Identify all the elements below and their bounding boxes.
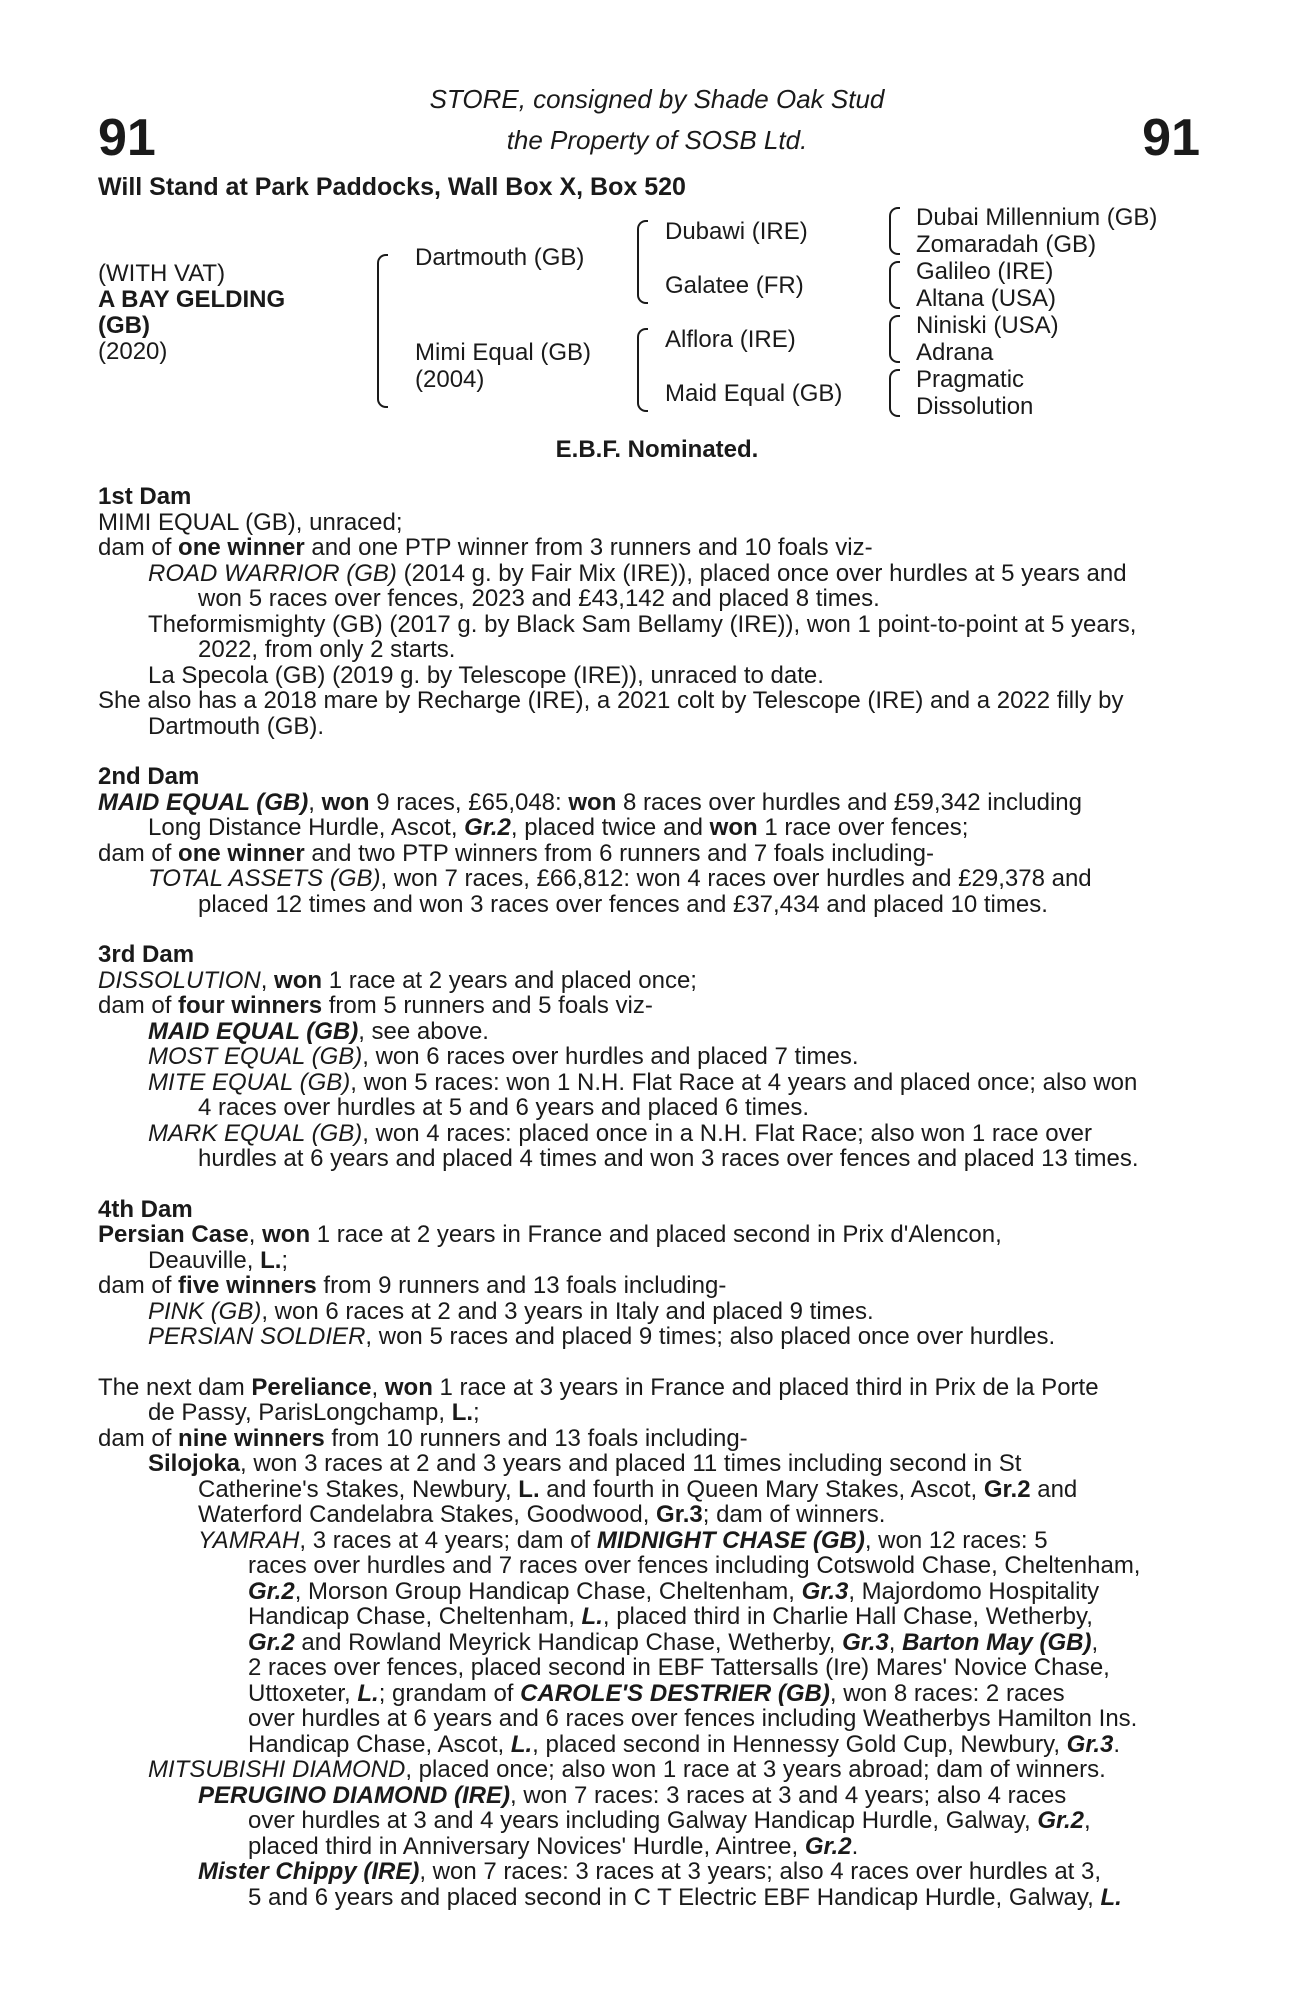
text-run: Gr.3 [1066,1730,1114,1758]
section-title: 4th Dam [98,1195,193,1223]
text-run: , won 4 races: placed once in a N.H. Flat Race; also won 1 race over [362,1119,1092,1147]
text-run: and Rowland Meyrick Handicap Chase, Wetherby, [294,1628,843,1656]
text-run: Handicap Chase, Cheltenham, [248,1603,582,1630]
catalogue-body [98,484,1203,1910]
dam-section [98,764,1203,917]
text-run: Gr.2 [804,1832,852,1860]
text-run: , Majordomo Hospitality [848,1577,1100,1605]
text-run: . [1113,1730,1121,1758]
text-run: L. [510,1730,533,1758]
pedigree-line [98,1451,1203,1477]
dam-section [98,484,1203,739]
text-run: Gr.2 [1037,1807,1085,1834]
pedigree-line [98,688,1203,714]
text-run: de Passy, ParisLongchamp, [148,1399,452,1426]
text-run: , won 5 races: won 1 N.H. Flat Race at 4 years and placed once; also won [350,1068,1138,1096]
text-run: won [568,788,617,816]
pedigree-line [98,1400,1203,1426]
text-run: , [888,1628,903,1656]
pedigree-line [98,1222,1203,1248]
text-run: dam of [98,992,179,1019]
text-run: won [262,1221,311,1248]
text-run: , won 3 races at 2 and 3 years and placed 11 times including second in St [240,1450,1022,1477]
text-run: TOTAL ASSETS (GB) [148,865,381,892]
text-run: L. [1100,1883,1122,1911]
pedigree-line [98,1553,1203,1579]
lot-number-right: 91 [1142,109,1200,167]
text-run: Gr.2 [464,814,511,841]
text-run: ; [281,1246,289,1274]
pedigree-line [98,1706,1203,1732]
pedigree-line [98,612,1203,638]
stand-location: Will Stand at Park Paddocks, Wall Box X, Box 520 [98,173,686,201]
text-run: and one PTP winner from 3 runners and 10 foals viz- [304,534,873,561]
pedigree-line [98,1579,1203,1605]
brace-ss [889,207,900,255]
pedigree-line [98,1299,1203,1325]
text-run: , won 6 races at 2 and 3 years in Italy and placed 9 times. [261,1297,874,1325]
pedigree-line [98,586,1203,612]
text-run: races over hurdles and 7 races over fences including Cotswold Chase, Cheltenham, [248,1552,1141,1579]
text-run: from 10 runners and 13 foals including- [324,1424,748,1452]
text-run: L. [581,1603,603,1630]
section-title: 3rd Dam [98,941,195,968]
text-run: won 5 races over fences, 2023 and £43,142 and placed 8 times. [198,585,880,612]
dam-sire: Alflora (IRE) [665,326,796,353]
text-run: over hurdles at 3 and 4 years including Galway Handicap Hurdle, Galway, [248,1807,1038,1834]
text-run: Gr.3 [842,1628,889,1656]
pedigree-line [98,1808,1203,1834]
text-run: MAID EQUAL (GB) [148,1017,359,1045]
text-run: Deauville, [148,1246,261,1274]
text-run: won [321,788,370,816]
text-run: , won 7 races: 3 races at 3 years; also 4 races over hurdles at 3, [419,1858,1102,1885]
text-run: PERUGINO DIAMOND (IRE) [198,1781,510,1809]
lot-number-left: 91 [98,109,156,167]
text-run: hurdles at 6 years and placed 4 times and won 3 races over fences and placed 13 times. [198,1145,1139,1172]
brace-dam-line [637,328,648,412]
sire-sire: Dubawi (IRE) [665,218,808,245]
pedigree-line [98,1146,1203,1172]
sire-sire-dam: Zomaradah (GB) [916,231,1097,258]
text-run: dam of [98,839,179,867]
text-run: , [248,1221,263,1248]
text-run: Gr.3 [801,1577,849,1605]
pedigree-line [98,1655,1203,1681]
text-run: MARK EQUAL (GB) [148,1119,363,1147]
text-run: Uttoxeter, [248,1679,358,1707]
pedigree-line [98,790,1203,816]
pedigree-line [98,561,1203,587]
text-run: ROAD WARRIOR (GB) [148,559,397,587]
text-run: and [1030,1475,1078,1503]
brace-dd [889,369,900,417]
text-run: , Morson Group Handicap Chase, Cheltenham, [294,1577,802,1605]
pedigree-line [98,510,1203,536]
text-run: , placed once; also won 1 race at 3 years abroad; dam of winners. [405,1756,1106,1783]
text-run: MITSUBISHI DIAMOND [148,1756,406,1783]
text-run: DISSOLUTION [98,966,261,994]
text-run: and two PTP winners from 6 runners and 7 foals including- [304,839,934,867]
text-run: Gr.2 [248,1577,295,1605]
text-run: ; dam of winners. [702,1501,886,1528]
text-run: YAMRAH [198,1526,300,1554]
lot-description: A BAY GELDING [98,286,286,313]
pedigree-line [98,1121,1203,1147]
text-run: , won 5 races and placed 9 times; also placed once over hurdles. [365,1323,1056,1350]
text-run: La Specola (GB) (2019 g. by Telescope (IRE)), unraced to date. [148,661,824,689]
text-run: L. [451,1399,474,1426]
pedigree-line [98,1502,1203,1528]
text-run: PERSIAN SOLDIER [148,1323,366,1350]
text-run: MAID EQUAL (GB) [98,788,309,816]
dam-sire-dam: Adrana [916,339,994,366]
text-run: , [1091,1628,1099,1656]
text-run: Pereliance [251,1373,372,1401]
dam-dam: Maid Equal (GB) [665,380,843,407]
text-run: Gr.2 [248,1628,295,1656]
dam-section [98,1197,1203,1350]
text-run: and fourth in Queen Mary Stakes, Ascot, [539,1475,984,1503]
text-run: 4 races over hurdles at 5 and 6 years and placed 6 times. [198,1094,810,1121]
text-run: nine winners [178,1424,325,1452]
nomination-note: E.B.F. Nominated. [555,436,759,463]
pedigree-line [98,1783,1203,1809]
pedigree-line [98,815,1203,841]
text-run: Mister Chippy (IRE) [198,1858,420,1885]
consignor-line: STORE, consigned by Shade Oak Stud [429,84,885,114]
pedigree-line [98,892,1203,918]
pedigree-line [98,1681,1203,1707]
sire-dam-sire: Galileo (IRE) [916,258,1054,285]
pedigree-line [98,1834,1203,1860]
text-run: Barton May (GB) [902,1628,1092,1656]
text-run: , won 7 races: 3 races at 3 and 4 years; also 4 races [510,1781,1067,1809]
text-run: 1 race at 3 years in France and placed third in Prix de la Porte [432,1373,1099,1401]
brace-sd [889,261,900,309]
text-run: 2 races over fences, placed second in EBF Tattersalls (Ire) Mares' Novice Chase, [248,1654,1110,1681]
pedigree-line [98,714,1203,740]
section-title: 2nd Dam [98,763,200,790]
text-run: 1 race at 2 years and placed once; [322,966,697,994]
text-run: , placed third in Charlie Hall Chase, Wetherby, [602,1603,1093,1630]
text-run: L. [260,1246,282,1274]
lot-origin: (GB) [98,312,150,339]
section-title: 1st Dam [98,483,192,510]
pedigree-line [98,1019,1203,1045]
pedigree-line [98,1528,1203,1554]
text-run: ; grandam of [378,1679,521,1707]
pedigree-line [98,1273,1203,1299]
pedigree-line [98,1044,1203,1070]
text-run: , [260,966,275,994]
pedigree-line [98,1757,1203,1783]
text-run: , won 7 races, £66,812: won 4 races over hurdles and £29,378 and [380,865,1092,892]
pedigree-line [98,1477,1203,1503]
sire-dam-dam: Altana (USA) [916,285,1057,312]
text-run: 9 races, £65,048: [369,788,569,816]
text-run: , won 12 races: 5 [864,1526,1048,1554]
text-run: dam of [98,534,179,561]
text-run: MOST EQUAL (GB) [148,1043,363,1070]
text-run: MIDNIGHT CHASE (GB) [596,1526,865,1554]
text-run: one winner [178,534,305,561]
text-run: one winner [178,839,305,867]
pedigree-line [98,1630,1203,1656]
sire: Dartmouth (GB) [415,244,585,271]
text-run: placed 12 times and won 3 races over fences and £37,434 and placed 10 times. [198,890,1048,918]
text-run: , [371,1373,385,1401]
dam-dam-dam: Dissolution [916,393,1034,420]
text-run: won [384,1373,433,1401]
text-run: , 3 races at 4 years; dam of [299,1526,597,1554]
text-run: , placed second in Hennessy Gold Cup, Newbury, [532,1730,1067,1758]
text-run: MIMI EQUAL (GB), unraced; [98,508,403,536]
text-run: , placed twice and [510,814,710,841]
pedigree-line [98,1324,1203,1350]
text-run: four winners [178,992,323,1019]
pedigree-line [98,637,1203,663]
text-run: Dartmouth (GB). [148,712,325,740]
text-run: dam of [98,1424,179,1452]
text-run: won [274,966,323,994]
dam: Mimi Equal (GB) [415,339,592,366]
text-run: Persian Case [98,1221,249,1248]
text-run: Theformismighty (GB) (2017 g. by Black Sam Bellamy (IRE)), won 1 point-to-point at 5 years, [148,610,1137,638]
text-run: , [308,788,322,816]
text-run: Catherine's Stakes, Newbury, [198,1475,519,1503]
pedigree-line [98,1859,1203,1885]
pedigree-line [98,1375,1203,1401]
text-run: over hurdles at 6 years and 6 races over fences including Weatherbys Hamilton Ins. [248,1705,1138,1732]
text-run: Silojoka [148,1450,241,1477]
text-run: won [709,814,758,841]
dam-year: (2004) [415,366,485,393]
property-line: the Property of SOSB Ltd. [506,125,808,155]
sire-dam: Galatee (FR) [665,272,804,299]
text-run: ; [473,1399,480,1426]
text-run: from 9 runners and 13 foals including- [316,1272,727,1299]
pedigree-line [98,993,1203,1019]
dam-sire-sire: Niniski (USA) [916,312,1059,339]
sire-sire-sire: Dubai Millennium (GB) [916,204,1158,231]
pedigree-line [98,535,1203,561]
text-run: placed third in Anniversary Novices' Hurdle, Aintree, [248,1832,805,1860]
brace-sire-line [637,220,648,304]
brace-first-gen [377,254,388,408]
text-run: 5 and 6 years and placed second in C T Electric EBF Handicap Hurdle, Galway, [248,1883,1101,1911]
pedigree-line [98,663,1203,689]
text-run: , [1084,1807,1091,1834]
text-run: Gr.2 [983,1475,1031,1503]
pedigree-line [98,1732,1203,1758]
pedigree-line [98,1095,1203,1121]
text-run: 8 races over hurdles and £59,342 including [616,788,1083,816]
text-run: L. [518,1475,540,1503]
text-run: (2014 g. by Fair Mix (IRE)), placed once over hurdles at 5 years and [396,559,1127,587]
text-run: L. [357,1679,379,1707]
text-run: Gr.3 [656,1501,703,1528]
text-run: She also has a 2018 mare by Recharge (IRE), a 2021 colt by Telescope (IRE) and a 2022 filly by [98,687,1124,714]
text-run: , see above. [358,1017,489,1045]
pedigree-line [98,1248,1203,1274]
text-run: MITE EQUAL (GB) [148,1068,351,1096]
dam-section [98,1375,1203,1911]
text-run: dam of [98,1272,179,1299]
pedigree-line [98,968,1203,994]
pedigree-line [98,1426,1203,1452]
text-run: 1 race at 2 years in France and placed second in Prix d'Alencon, [310,1221,1002,1248]
text-run: Handicap Chase, Ascot, [248,1730,511,1758]
text-run: , won 6 races over hurdles and placed 7 times. [362,1043,859,1070]
text-run: 1 race over fences; [757,814,969,841]
pedigree-line [98,1885,1203,1911]
text-run: PINK (GB) [148,1297,262,1325]
pedigree-line [98,841,1203,867]
dam-section [98,942,1203,1172]
text-run: The next dam [98,1373,252,1401]
text-run: Waterford Candelabra Stakes, Goodwood, [198,1501,657,1528]
foaling-year: (2020) [98,338,168,365]
pedigree-line [98,866,1203,892]
text-run: from 5 runners and 5 foals viz- [322,992,653,1019]
text-run: CAROLE'S DESTRIER (GB) [520,1679,830,1707]
text-run: . [851,1832,859,1860]
vat-note: (WITH VAT) [98,260,226,287]
brace-ds [889,315,900,363]
dam-dam-sire: Pragmatic [916,366,1025,393]
text-run: 2022, from only 2 starts. [198,636,456,663]
pedigree-line [98,1604,1203,1630]
text-run: Long Distance Hurdle, Ascot, [148,814,465,841]
pedigree-line [98,1070,1203,1096]
text-run: five winners [178,1272,317,1299]
text-run: , won 8 races: 2 races [829,1679,1065,1707]
